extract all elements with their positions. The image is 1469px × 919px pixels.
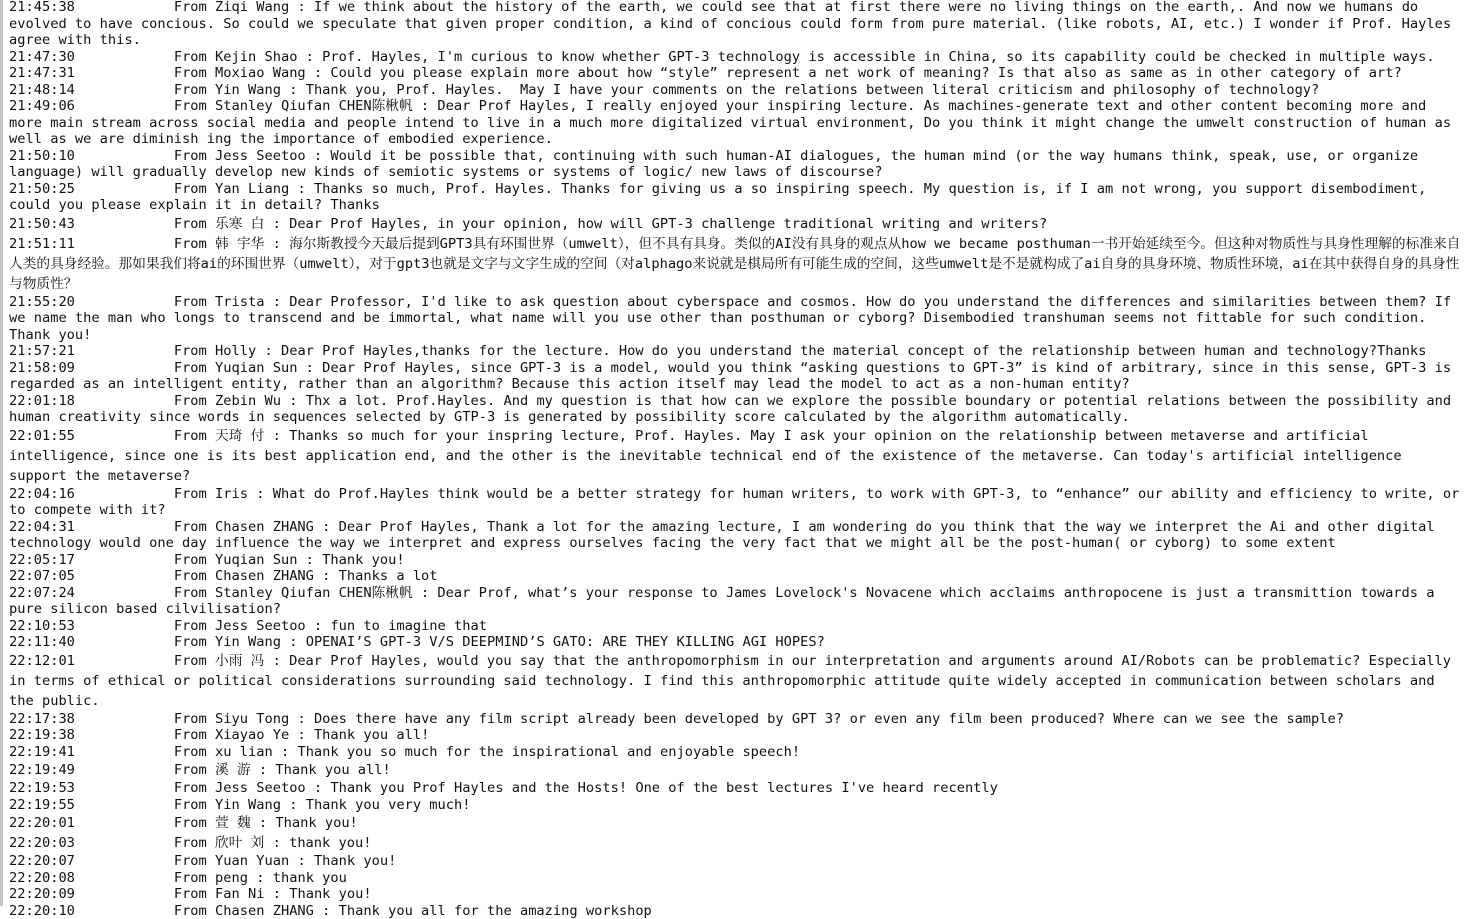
message-sender: Yuqian Sun	[215, 552, 297, 568]
message-body: Thank you!	[322, 552, 404, 568]
message-timestamp: 22:05:17	[9, 552, 75, 568]
message-body: Thank you!	[289, 886, 371, 902]
from-label: From	[75, 853, 215, 869]
from-label: From	[75, 98, 215, 114]
chat-message	[9, 181, 1465, 214]
chat-message	[9, 98, 1465, 148]
message-timestamp: 21:48:14	[9, 82, 75, 98]
message-body: thank you	[273, 870, 347, 886]
chat-message	[9, 886, 1465, 903]
chat-message	[9, 360, 1465, 393]
sender-separator: :	[289, 853, 314, 869]
sender-separator: :	[251, 815, 276, 831]
message-body: Thanks so much, Prof. Hayles. Thanks for giving us a so inspiring speech. My question is, if I am not wrong, you support disembodiment, could you please explain it in detail? Thanks	[9, 181, 1435, 214]
message-timestamp: 22:12:01	[9, 653, 75, 669]
message-body: Would it be possible that, continuing with such human-AI dialogues, the human mind (or the way humans think, speak, use, or organize language) will gradually develop new kinds of semiotic systems or systems of logic/ new laws of discourse?	[9, 148, 1426, 181]
sender-separator: :	[306, 618, 331, 634]
message-sender: 乐寒 白	[215, 216, 264, 232]
chat-message	[9, 727, 1465, 744]
from-label: From	[75, 428, 215, 444]
from-label: From	[75, 343, 215, 359]
message-sender: Iris	[215, 486, 248, 502]
message-timestamp: 21:58:09	[9, 360, 75, 376]
sender-separator: :	[314, 519, 339, 535]
message-body: Thank you Prof Hayles and the Hosts! One of the best lectures I've heard recently	[330, 780, 998, 796]
message-timestamp: 22:19:49	[9, 762, 75, 778]
sender-separator: :	[297, 360, 322, 376]
message-timestamp: 22:19:53	[9, 780, 75, 796]
sender-separator: :	[264, 428, 289, 444]
message-sender: Jess Seetoo	[215, 148, 306, 164]
chat-message	[9, 797, 1465, 814]
left-divider	[0, 0, 3, 906]
message-timestamp: 22:19:41	[9, 744, 75, 760]
chat-message	[9, 234, 1465, 294]
message-body: Thank you so much for the inspirational and enjoyable speech!	[297, 744, 800, 760]
sender-separator: :	[281, 393, 306, 409]
message-sender: Xiayao Ye	[215, 727, 289, 743]
message-body: Thanks so much for your inspring lecture, Prof. Hayles. May I ask your opinion on the relationship between metaverse and artificial intelligence, since one is its best application end, and the other is the inevitable technical end of the existence of the metaverse. Can today's artificial intelligence support the metaverse?	[9, 428, 1410, 484]
message-sender: Ziqi Wang	[215, 0, 289, 15]
message-body: Does there have any film script already been developed by GPT 3? or even any film been produced? Where can we see the sample?	[314, 711, 1344, 727]
message-sender: Holly	[215, 343, 256, 359]
from-label: From	[75, 727, 215, 743]
message-sender: Jess Seetoo	[215, 780, 306, 796]
message-body: Thank you all for the amazing workshop	[339, 903, 652, 919]
message-sender: Stanley Qiufan CHEN陈楸帆	[215, 585, 413, 601]
message-timestamp: 22:01:55	[9, 428, 75, 444]
message-body: Thank you all!	[275, 762, 390, 778]
chat-message	[9, 294, 1465, 344]
sender-separator: :	[251, 762, 276, 778]
message-timestamp: 22:01:18	[9, 393, 75, 409]
sender-separator: :	[248, 870, 273, 886]
from-label: From	[75, 486, 215, 502]
from-label: From	[75, 65, 215, 81]
from-label: From	[75, 236, 215, 252]
message-timestamp: 22:20:01	[9, 815, 75, 831]
message-sender: Yuan Yuan	[215, 853, 289, 869]
message-body: Thanks a lot	[339, 568, 438, 584]
chat-message	[9, 853, 1465, 870]
message-body: Thank you!	[314, 853, 396, 869]
message-sender: Chasen ZHANG	[215, 568, 314, 584]
from-label: From	[75, 903, 215, 919]
message-timestamp: 22:17:38	[9, 711, 75, 727]
message-body: Thank you all!	[314, 727, 429, 743]
message-timestamp: 22:04:31	[9, 519, 75, 535]
chat-message	[9, 651, 1465, 711]
message-sender: Trista	[215, 294, 264, 310]
message-timestamp: 22:20:08	[9, 870, 75, 886]
message-sender: Kejin Shao	[215, 49, 297, 65]
message-sender: 韩 宇华	[215, 236, 264, 252]
sender-separator: :	[281, 634, 306, 650]
chat-message	[9, 65, 1465, 82]
from-label: From	[75, 634, 215, 650]
message-body: Dear Prof Hayles, in your opinion, how will GPT-3 challenge traditional writing and writers?	[289, 216, 1047, 232]
sender-separator: :	[289, 711, 314, 727]
from-label: From	[75, 797, 215, 813]
from-label: From	[75, 653, 215, 669]
message-sender: 萱 魏	[215, 815, 251, 831]
message-body: fun to imagine that	[330, 618, 487, 634]
chat-message	[9, 618, 1465, 635]
chat-message	[9, 833, 1465, 853]
message-body: Dear Prof Hayles, since GPT-3 is a model, would you think “asking questions to GPT-3” is kind of arbitrary, since in this sense, GPT-3 is regarded as an intelligent entity, rather than an algorithm? Because this action itself may lead the model to act as a non-human entity?	[9, 360, 1459, 393]
message-body: thank you!	[289, 835, 371, 851]
message-timestamp: 22:20:09	[9, 886, 75, 902]
message-timestamp: 21:49:06	[9, 98, 75, 114]
from-label: From	[75, 711, 215, 727]
message-sender: Chasen ZHANG	[215, 903, 314, 919]
message-timestamp: 21:50:25	[9, 181, 75, 197]
message-sender: Siyu Tong	[215, 711, 289, 727]
sender-separator: :	[256, 343, 281, 359]
message-body: Thank you, Prof. Hayles. May I have your comments on the relations between literal criticism and philosophy of technology?	[306, 82, 1320, 98]
message-body: 海尔斯教授今天最后提到GPT3具有环围世界（umwelt），但不具有具身。类似的AI没有具身的观点从how we became posthuman一书开始延续至今。但这种对物质性与具身性理解的标准来自人类的具身经验。那如果我们将ai的环围世界（umwelt），对于gpt3也就是文字与文字生成的空间（对alphago来说就是棋局所有可能生成的空间，这些umwelt是不是就构成了ai自身的具身环境、物质性环境，ai在其中获得自身的具身性与物质性？	[9, 236, 1460, 292]
message-timestamp: 22:07:05	[9, 568, 75, 584]
from-label: From	[75, 393, 215, 409]
message-sender: Yin Wang	[215, 634, 281, 650]
chat-message	[9, 519, 1465, 552]
chat-message	[9, 0, 1465, 49]
sender-separator: :	[306, 780, 331, 796]
from-label: From	[75, 181, 215, 197]
sender-separator: :	[281, 797, 306, 813]
message-body: Dear Prof Hayles, Thank a lot for the amazing lecture, I am wondering do you think that the way we interpret the Ai and other digital technology would one day influence the way we interpret and express ourselves facing the very fact that we might all be the post-human( or cyborg) to some extent	[9, 519, 1443, 552]
message-timestamp: 21:57:21	[9, 343, 75, 359]
sender-separator: :	[248, 486, 273, 502]
message-timestamp: 21:50:43	[9, 216, 75, 232]
message-sender: Jess Seetoo	[215, 618, 306, 634]
chat-message	[9, 813, 1465, 833]
message-body: Prof. Hayles, I'm curious to know whether GPT-3 technology is accessible in China, so its capability could be checked in multiple ways.	[322, 49, 1434, 65]
message-sender: xu lian	[215, 744, 273, 760]
message-timestamp: 21:47:31	[9, 65, 75, 81]
chat-message	[9, 903, 1465, 919]
message-sender: 天琦 付	[215, 428, 264, 444]
message-body: Thank you!	[275, 815, 357, 831]
chat-message	[9, 82, 1465, 99]
from-label: From	[75, 585, 215, 601]
message-sender: Chasen ZHANG	[215, 519, 314, 535]
from-label: From	[75, 568, 215, 584]
from-label: From	[75, 618, 215, 634]
message-timestamp: 22:07:24	[9, 585, 75, 601]
sender-separator: :	[306, 65, 331, 81]
sender-separator: :	[264, 653, 289, 669]
chat-message	[9, 744, 1465, 761]
sender-separator: :	[281, 82, 306, 98]
sender-separator: :	[413, 585, 438, 601]
from-label: From	[75, 519, 215, 535]
message-timestamp: 22:20:07	[9, 853, 75, 869]
from-label: From	[75, 815, 215, 831]
message-sender: Moxiao Wang	[215, 65, 306, 81]
from-label: From	[75, 148, 215, 164]
sender-separator: :	[264, 886, 289, 902]
sender-separator: :	[314, 568, 339, 584]
sender-separator: :	[413, 98, 438, 114]
from-label: From	[75, 744, 215, 760]
message-timestamp: 21:45:38	[9, 0, 75, 15]
message-body: Thx a lot. Prof.Hayles. And my question is that how can we explore the possible boundary or potential relations between the possibility and human creativity since words in sequences selected by GTP-3 is generated by possibility score calculated by the algorithm automatically.	[9, 393, 1459, 426]
message-sender: Stanley Qiufan CHEN陈楸帆	[215, 98, 413, 114]
from-label: From	[75, 835, 215, 851]
sender-separator: :	[289, 727, 314, 743]
message-body: Could you please explain more about how “style” represent a net work of meaning? Is that also as same as in other category of art?	[330, 65, 1401, 81]
message-body: What do Prof.Hayles think would be a better strategy for human writers, to work with GPT-3, to “enhance” our ability and efficiency to write, or to compete with it?	[9, 486, 1468, 519]
chat-message	[9, 49, 1465, 66]
from-label: From	[75, 886, 215, 902]
message-body: Dear Prof, what’s your response to James Lovelock's Novacene which acclaims anthropocene is just a transmittion towards a pure silicon based cilvilisation?	[9, 585, 1443, 618]
sender-separator: :	[297, 552, 322, 568]
chat-message	[9, 148, 1465, 181]
chat-message	[9, 393, 1465, 426]
chat-message	[9, 760, 1465, 780]
sender-separator: :	[289, 181, 314, 197]
sender-separator: :	[289, 0, 314, 15]
sender-separator: :	[264, 294, 289, 310]
from-label: From	[75, 82, 215, 98]
chat-message	[9, 711, 1465, 728]
message-timestamp: 22:19:55	[9, 797, 75, 813]
message-sender: 小雨 冯	[215, 653, 264, 669]
sender-separator: :	[273, 744, 298, 760]
message-timestamp: 21:50:10	[9, 148, 75, 164]
message-timestamp: 22:04:16	[9, 486, 75, 502]
message-sender: Yin Wang	[215, 82, 281, 98]
sender-separator: :	[264, 216, 289, 232]
from-label: From	[75, 294, 215, 310]
from-label: From	[75, 780, 215, 796]
chat-message	[9, 585, 1465, 618]
sender-separator: :	[314, 903, 339, 919]
chat-message	[9, 214, 1465, 234]
from-label: From	[75, 216, 215, 232]
message-body: Dear Prof Hayles, would you say that the anthropomorphism in our interpretation and arguments around AI/Robots can be problematic? Especially in terms of ethical or political considerations surrounding said technology. I find this anthropomorphic attitude quite widely accepted in communication between scholars and the public.	[9, 653, 1459, 709]
chat-log-text-area[interactable]	[9, 0, 1465, 919]
chat-message	[9, 426, 1465, 486]
message-timestamp: 22:20:10	[9, 903, 75, 919]
message-body: OPENAI’S GPT-3 V/S DEEPMIND’S GATO: ARE THEY KILLING AGI HOPES?	[306, 634, 825, 650]
chat-message	[9, 870, 1465, 887]
from-label: From	[75, 360, 215, 376]
message-sender: Yuqian Sun	[215, 360, 297, 376]
message-timestamp: 22:19:38	[9, 727, 75, 743]
sender-separator: :	[264, 236, 289, 252]
chat-message	[9, 634, 1465, 651]
message-timestamp: 22:10:53	[9, 618, 75, 634]
message-sender: Fan Ni	[215, 886, 264, 902]
chat-message	[9, 780, 1465, 797]
message-timestamp: 21:51:11	[9, 236, 75, 252]
message-body: If we think about the history of the earth, we could see that at first there were no living things on the earth,. And now we humans do evolved to have concious. So could we speculate that given proper condition, a kind of concious could form from pure material. (like robots, AI, etc.) I wonder if Prof. Hayles agree with this.	[9, 0, 1459, 48]
message-sender: Yan Liang	[215, 181, 289, 197]
sender-separator: :	[264, 835, 289, 851]
message-sender: Zebin Wu	[215, 393, 281, 409]
chat-message	[9, 552, 1465, 569]
message-timestamp: 21:47:30	[9, 49, 75, 65]
message-sender: 欣叶 刘	[215, 835, 264, 851]
message-sender: 溪 游	[215, 762, 251, 778]
chat-message	[9, 568, 1465, 585]
message-timestamp: 22:20:03	[9, 835, 75, 851]
message-body: Thank you very much!	[306, 797, 471, 813]
chat-message	[9, 486, 1465, 519]
message-body: Dear Professor, I'd like to ask question about cyberspace and cosmos. How do you understand the differences and similarities between them? If we name the man who longs to transcend and be immortal, what name will you use other than posthuman or cyborg? Disembodied transhuman seems not fittable for such condition. Thank you!	[9, 294, 1459, 343]
message-sender: peng	[215, 870, 248, 886]
message-body: Dear Prof Hayles,thanks for the lecture. How do you understand the material concept of the relationship between human and technology?Thanks	[281, 343, 1426, 359]
sender-separator: :	[306, 148, 331, 164]
chat-message	[9, 343, 1465, 360]
from-label: From	[75, 0, 215, 15]
message-timestamp: 22:11:40	[9, 634, 75, 650]
from-label: From	[75, 552, 215, 568]
from-label: From	[75, 870, 215, 886]
from-label: From	[75, 49, 215, 65]
message-body: Dear Prof Hayles, I really enjoyed your inspiring lecture. As machines-generate text and other content becoming more and more main stream across social media and people intend to live in a much more digitalized virtual environment, Do you think it might change the umwelt construction of human as well as we are diminish ing the importance of embodied experience.	[9, 98, 1459, 147]
message-sender: Yin Wang	[215, 797, 281, 813]
from-label: From	[75, 762, 215, 778]
sender-separator: :	[297, 49, 322, 65]
message-timestamp: 21:55:20	[9, 294, 75, 310]
